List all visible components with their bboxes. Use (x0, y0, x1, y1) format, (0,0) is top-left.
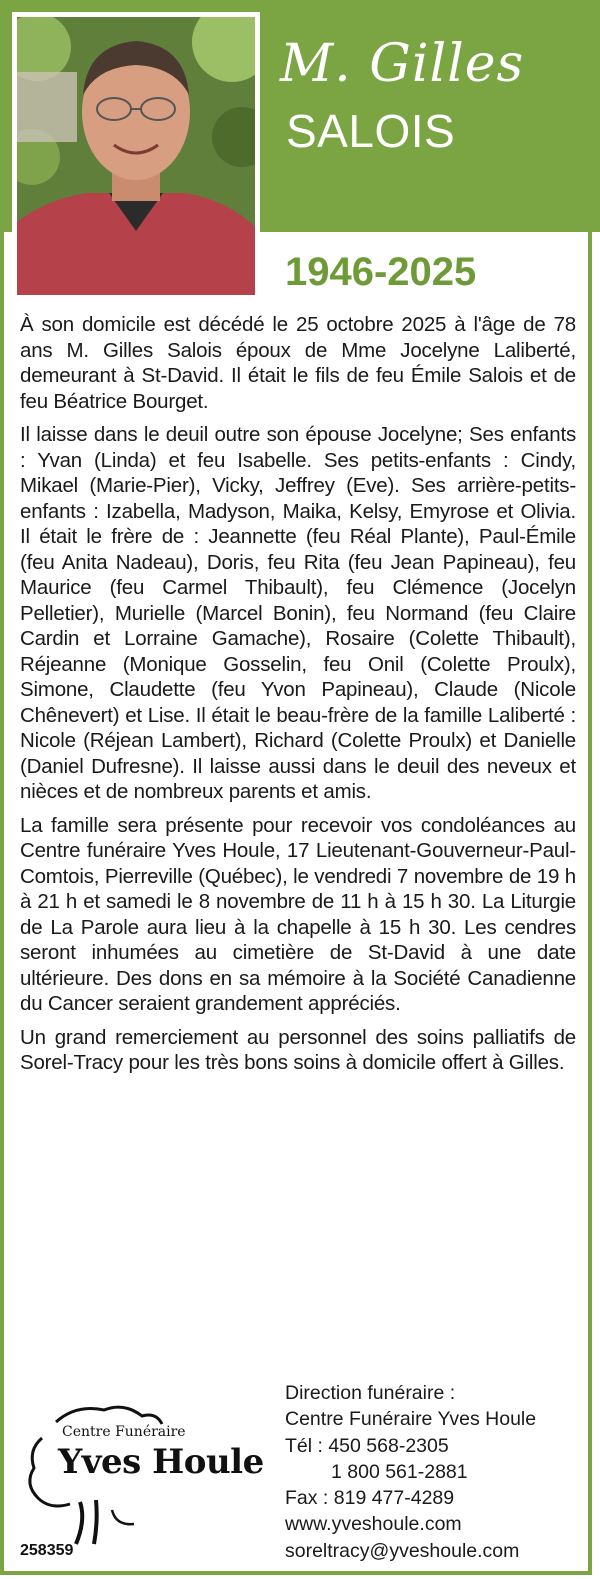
contact-website[interactable]: www.yveshoule.com (285, 1513, 462, 1536)
ad-number: 258359 (20, 1542, 74, 1559)
funeral-home-logo (16, 1398, 266, 1548)
portrait-photo (12, 12, 260, 300)
deceased-last-name: SALOIS (286, 105, 456, 157)
contact-company: Centre Funéraire Yves Houle (285, 1408, 537, 1431)
contact-phone: Tél : 450 568-2305 (285, 1434, 449, 1457)
life-years: 1946-2025 (285, 250, 477, 294)
contact-fax: Fax : 819 477-4289 (285, 1487, 455, 1510)
paragraph-visitation: La famille sera présente pour recevoir vos condoléances au Centre funéraire Yves Houle, 17 Lieutenant-Gouverneur-Paul-Comtois, Pierreville (Québec), le vendredi 7 novembre de 19 h à 21 h et samedi le 8 novembre de 11 h à 15 h 30. La Liturgie de La Parole aura lieu à la chapelle à 15 h 30. Les cendres seront inhumées au cimetière de St-David à une date ultérieure. Des dons en sa mémoire à la Société Canadienne du Cancer seraient grandement appréciés. (20, 813, 576, 1015)
contact-heading: Direction funéraire : (285, 1382, 456, 1404)
contact-toll-free: 1 800 561-2881 (331, 1460, 468, 1483)
contact-email[interactable]: soreltracy@yveshoule.com (285, 1539, 520, 1562)
logo-subtitle: Centre Funéraire (62, 1424, 186, 1440)
paragraph-family: Il laisse dans le deuil outre son épouse Jocelyne; Ses enfants : Yvan (Linda) et feu Isabelle. Ses petits-enfants : Cindy, Mikael (Marie-Pier), Vicky, Jeffrey (Eve). Ses arrière-petits-enfants : Izabella, Madyson, Maika, Kelsy, Emyrose et Olivia. Il était le frère de : Jeannette (feu Réal Plante), Paul-Émile (feu Anita Nadeau), Doris, feu Rita (feu Jean Papineau), feu Maurice (feu Carmel Thibault), feu Clémence (Jocelyn Pelletier), Murielle (Marcel Bonin), feu Normand (feu Claire Cardin et Lorraine Gamache), Rosaire (Colette Thibault), Réjeanne (Monique Gosselin, feu Onil (Colette Proulx), Simone, Claudette (feu Yvon Papineau), Claude (Nicole Chênevert) et Lise. Il était le beau-frère de la famille Laliberté : Nicole (Réjean Lambert), Richard (Colette Proulx) et Danielle (Daniel Dufresne). Il laisse aussi dans le deuil des neveux et nièces et de nombreux parents et amis. (20, 423, 576, 803)
obituary-text (20, 312, 576, 1084)
portrait-illustration (17, 17, 255, 295)
contact-block (285, 1380, 536, 1564)
logo-name: Yves Houle (58, 1442, 264, 1482)
deceased-first-name: M. Gilles (280, 34, 525, 94)
paragraph-thanks: Un grand remerciement au personnel des soins palliatifs de Sorel-Tracy pour les très bons soins à domicile offert à Gilles. (20, 1025, 576, 1074)
paragraph-death-notice: À son domicile est décédé le 25 octobre 2025 à l'âge de 78 ans M. Gilles Salois époux de Mme Jocelyne Laliberté, demeurant à St-David. Il était le fils de feu Émile Salois et de feu Béatrice Bourget. (20, 313, 576, 413)
